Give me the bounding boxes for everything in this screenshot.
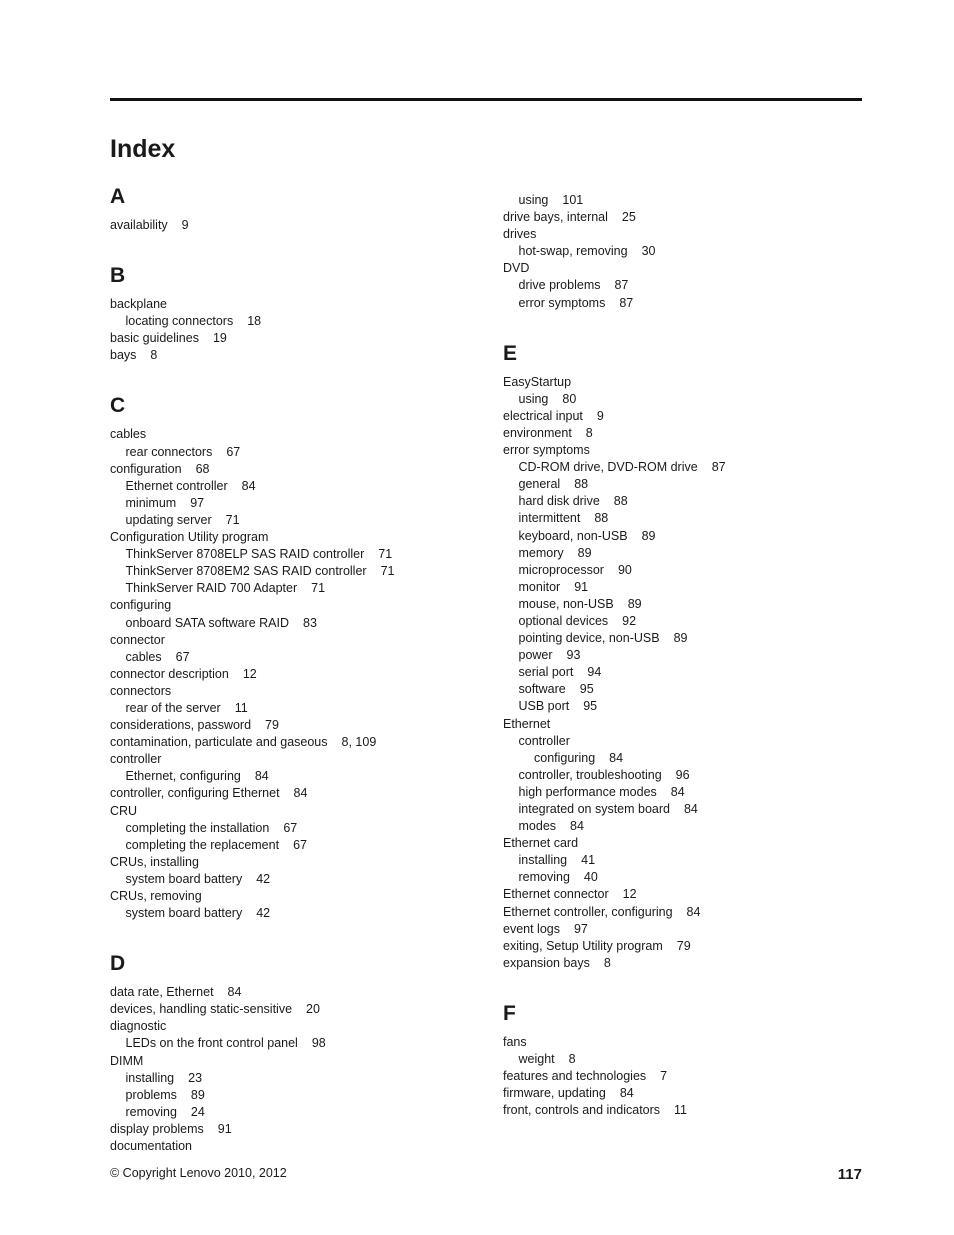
index-column-right — [503, 192, 863, 1146]
entry-term: features and technologies — [503, 1069, 647, 1084]
entry-term: Configuration Utility program — [110, 530, 269, 545]
entry-page-ref: 9 — [181, 218, 189, 232]
index-subentry — [503, 493, 863, 510]
entry-term: DVD — [503, 261, 530, 276]
entry-page-ref: 87 — [614, 278, 629, 293]
index-subentry — [503, 391, 863, 408]
entry-page-ref: 84 — [686, 904, 701, 919]
index-entry — [110, 330, 470, 347]
entry-page-ref: 95 — [579, 682, 594, 697]
entry-term: updating server — [125, 512, 212, 527]
entry-term: backplane — [110, 297, 167, 312]
entry-term: fans — [503, 1034, 527, 1049]
index-entry — [110, 854, 470, 871]
entry-term: onboard SATA software RAID — [125, 615, 290, 630]
entry-term: connector — [110, 632, 165, 647]
header-rule — [110, 98, 862, 101]
entry-page-ref: 71 — [378, 547, 393, 562]
index-entry — [110, 666, 470, 683]
entry-page-ref: 9 — [596, 408, 604, 423]
entry-term: keyboard, non-USB — [518, 528, 628, 543]
index-entry — [110, 597, 470, 614]
entry-term: Ethernet, configuring — [125, 769, 241, 784]
index-subentry — [503, 647, 863, 664]
entry-term: cables — [110, 427, 147, 442]
entry-term: controller — [518, 733, 570, 748]
section-letter: B — [110, 264, 126, 288]
entry-term: drive bays, internal — [503, 210, 608, 225]
entry-page-ref: 83 — [303, 615, 317, 630]
entry-term: system board battery — [125, 871, 243, 886]
entry-term: CRUs, removing — [110, 889, 202, 903]
entry-term: power — [518, 648, 553, 663]
entry-page-ref: 97 — [573, 921, 588, 936]
entry-page-ref: 89 — [673, 631, 688, 646]
index-subentry — [110, 649, 470, 666]
entry-term: monitor — [518, 579, 561, 594]
entry-page-ref: 84 — [619, 1086, 634, 1101]
entry-term: ThinkServer RAID 700 Adapter — [125, 581, 298, 596]
index-entry — [503, 938, 863, 955]
entry-term: bays — [110, 348, 137, 363]
section-letter: F — [503, 1001, 516, 1025]
entry-page-ref: 101 — [562, 193, 584, 207]
index-subentry — [110, 615, 470, 632]
index-entry — [110, 1018, 470, 1035]
index-subentry — [110, 768, 470, 785]
entry-page-ref: 18 — [247, 314, 262, 329]
index-section — [503, 339, 863, 972]
section-letter: A — [110, 185, 126, 208]
entry-term: hot-swap, removing — [518, 244, 628, 259]
index-entry — [503, 716, 863, 733]
index-subentry — [110, 444, 470, 461]
entry-page-ref: 89 — [627, 596, 642, 611]
entry-term: minimum — [125, 495, 177, 510]
section-letter: E — [503, 341, 518, 365]
index-entry — [110, 984, 470, 1001]
entry-term: error symptoms — [518, 295, 606, 310]
index-subentry — [503, 295, 863, 312]
entry-page-ref: 12 — [242, 666, 257, 681]
entry-page-ref: 95 — [583, 699, 598, 714]
index-subentry — [503, 277, 863, 294]
entry-page-ref: 67 — [226, 444, 241, 459]
index-subentry — [110, 563, 470, 580]
index-subentry — [503, 784, 863, 801]
page-title: Index — [110, 135, 176, 163]
entry-page-ref: 84 — [293, 786, 308, 801]
entry-term: considerations, password — [110, 718, 252, 733]
index-subentry — [503, 801, 863, 818]
entry-term: ThinkServer 8708EM2 SAS RAID controller — [125, 564, 367, 579]
index-subentry — [110, 478, 470, 495]
entry-term: CRU — [110, 803, 138, 818]
entry-page-ref: 97 — [190, 495, 205, 510]
entry-term: hard disk drive — [518, 494, 600, 509]
entry-page-ref: 84 — [609, 750, 624, 765]
entry-term: removing — [518, 870, 570, 885]
entry-term: rear of the server — [125, 700, 221, 715]
index-subentry — [110, 495, 470, 512]
entry-term: problems — [125, 1087, 177, 1102]
index-subentry — [503, 579, 863, 596]
index-subentry — [503, 459, 863, 476]
entry-page-ref: 7 — [660, 1069, 668, 1084]
entry-term: contamination, particulate and gaseous — [110, 735, 328, 750]
index-entry — [503, 921, 863, 938]
index-entry — [503, 425, 863, 442]
entry-page-ref: 68 — [195, 461, 210, 476]
entry-page-ref: 88 — [594, 511, 609, 526]
entry-term: connector description — [110, 666, 229, 681]
entry-term: Ethernet connector — [503, 887, 609, 902]
entry-term: integrated on system board — [518, 802, 670, 816]
entry-term: USB port — [518, 699, 570, 714]
entry-term: configuration — [110, 461, 182, 476]
entry-term: DIMM — [110, 1053, 144, 1068]
entry-page-ref: 94 — [587, 665, 602, 680]
index-entry — [503, 1102, 863, 1119]
index-entry — [110, 888, 470, 905]
index-subentry — [503, 664, 863, 681]
entry-page-ref: 96 — [675, 767, 690, 782]
entry-page-ref: 79 — [676, 938, 691, 953]
entry-page-ref: 90 — [617, 562, 632, 577]
index-entry — [503, 904, 863, 921]
section-letter: D — [110, 952, 126, 976]
entry-term: configuring — [534, 750, 596, 765]
entry-page-ref: 25 — [621, 210, 636, 225]
index-entry — [110, 1121, 470, 1138]
index-subentry — [503, 750, 863, 767]
entry-term: mouse, non-USB — [518, 596, 614, 611]
entry-term: error symptoms — [503, 443, 590, 458]
entry-term: general — [518, 477, 561, 492]
index-column-left — [110, 182, 470, 1182]
page-number: 117 — [837, 1166, 862, 1183]
entry-term: completing the replacement — [125, 837, 280, 852]
index-subentry — [503, 767, 863, 784]
entry-page-ref: 84 — [570, 819, 584, 834]
index-subentry — [110, 1087, 470, 1104]
index-entry — [503, 260, 863, 277]
entry-page-ref: 91 — [574, 579, 589, 594]
entry-term: installing — [125, 1070, 175, 1085]
index-entry — [503, 1085, 863, 1102]
entry-term: high performance modes — [518, 784, 657, 799]
index-entry — [503, 1034, 863, 1051]
index-entry — [110, 683, 470, 700]
index-entry — [110, 803, 470, 820]
entry-page-ref: 84 — [254, 769, 269, 784]
entry-term: locating connectors — [125, 314, 234, 329]
index-entry — [503, 955, 863, 972]
entry-page-ref: 91 — [217, 1121, 232, 1136]
entry-page-ref: 67 — [283, 820, 298, 835]
entry-term: electrical input — [503, 408, 583, 423]
index-subentry — [110, 905, 470, 922]
index-section — [503, 999, 863, 1119]
index-subentry — [503, 243, 863, 260]
entry-page-ref: 71 — [380, 564, 395, 579]
index-subentry — [503, 869, 863, 886]
index-entry — [110, 1138, 470, 1155]
entry-term: modes — [518, 819, 557, 834]
entry-term: expansion bays — [503, 955, 590, 970]
index-subentry — [503, 510, 863, 527]
index-subentry — [503, 852, 863, 869]
entry-page-ref: 20 — [306, 1002, 320, 1017]
entry-term: Ethernet controller, configuring — [503, 904, 673, 919]
index-entry — [110, 632, 470, 649]
entry-page-ref: 89 — [190, 1087, 205, 1102]
entry-term: drive problems — [518, 278, 601, 293]
entry-page-ref: 88 — [574, 477, 589, 492]
entry-term: weight — [518, 1052, 555, 1067]
index-section — [110, 182, 470, 234]
entry-term: completing the installation — [125, 820, 270, 835]
entry-term: environment — [503, 425, 572, 440]
index-entry — [503, 226, 863, 243]
entry-page-ref: 40 — [583, 870, 598, 885]
index-entry — [503, 374, 863, 391]
entry-page-ref: 8 — [585, 425, 593, 440]
index-subentry — [503, 698, 863, 715]
entry-page-ref: 8 — [568, 1052, 576, 1067]
index-entry — [110, 1001, 470, 1018]
entry-term: CD-ROM drive, DVD-ROM drive — [518, 460, 698, 475]
index-entry — [110, 296, 470, 313]
entry-term: drives — [503, 227, 537, 242]
entry-term: cables — [125, 649, 162, 664]
index-subentry — [110, 1104, 470, 1121]
entry-term: removing — [125, 1104, 177, 1119]
entry-term: CRUs, installing — [110, 854, 199, 869]
index-subentry — [110, 512, 470, 529]
entry-term: display problems — [110, 1121, 204, 1136]
index-subentry — [503, 818, 863, 835]
index-entry — [110, 751, 470, 768]
entry-page-ref: 79 — [265, 718, 279, 733]
index-subentry — [503, 613, 863, 630]
entry-page-ref: 8 — [603, 955, 611, 970]
entry-term: intermittent — [518, 511, 581, 526]
entry-page-ref: 42 — [256, 871, 271, 886]
index-entry — [503, 209, 863, 226]
index-entry — [503, 1068, 863, 1085]
index-entry — [110, 734, 470, 751]
index-subentry — [503, 528, 863, 545]
entry-page-ref: 84 — [241, 478, 256, 493]
entry-page-ref: 42 — [256, 906, 271, 921]
index-subentry — [503, 681, 863, 698]
index-subentry — [503, 562, 863, 579]
entry-page-ref: 88 — [613, 494, 628, 509]
index-subentry — [503, 596, 863, 613]
copyright-notice: © Copyright Lenovo 2010, 2012 — [110, 1166, 287, 1180]
index-subentry — [503, 192, 863, 209]
index-section — [110, 391, 470, 922]
index-entry — [503, 442, 863, 459]
entry-page-ref: 71 — [311, 581, 326, 596]
entry-page-ref: 84 — [683, 802, 698, 816]
entry-term: Ethernet controller — [125, 478, 228, 493]
entry-term: rear connectors — [125, 444, 213, 459]
entry-term: event logs — [503, 921, 560, 936]
entry-page-ref: 89 — [577, 545, 592, 560]
index-subentry — [110, 580, 470, 597]
entry-term: EasyStartup — [503, 374, 572, 389]
entry-term: documentation — [110, 1139, 193, 1154]
entry-term: diagnostic — [110, 1019, 167, 1034]
index-subentry — [110, 820, 470, 837]
index-entry — [110, 426, 470, 443]
entry-page-ref: 93 — [566, 648, 581, 663]
entry-term: memory — [518, 545, 564, 560]
entry-page-ref: 67 — [175, 649, 190, 664]
section-letter: C — [110, 394, 126, 418]
entry-page-ref: 24 — [190, 1104, 205, 1119]
index-entry — [110, 217, 470, 234]
entry-page-ref: 12 — [622, 887, 637, 902]
index-entry — [110, 529, 470, 546]
entry-page-ref: 11 — [674, 1103, 688, 1118]
entry-term: connectors — [110, 683, 172, 698]
entry-term: using — [518, 193, 549, 207]
entry-page-ref: 71 — [225, 512, 240, 527]
index-entry — [503, 408, 863, 425]
index-subentry — [110, 700, 470, 717]
entry-term: using — [518, 391, 549, 406]
entry-page-ref: 87 — [711, 460, 726, 475]
index-subentry — [110, 871, 470, 888]
entry-page-ref: 84 — [670, 784, 685, 799]
index-subentry — [503, 476, 863, 493]
index-subentry — [110, 546, 470, 563]
index-section — [503, 192, 863, 312]
entry-page-ref: 89 — [641, 528, 656, 543]
entry-term: configuring — [110, 598, 172, 613]
entry-page-ref: 87 — [619, 295, 634, 310]
index-subentry — [110, 1035, 470, 1052]
entry-term: front, controls and indicators — [503, 1103, 661, 1118]
entry-term: LEDs on the front control panel — [125, 1036, 298, 1051]
entry-term: firmware, updating — [503, 1086, 606, 1101]
entry-term: Ethernet — [503, 716, 551, 731]
index-entry — [110, 717, 470, 734]
entry-term: serial port — [518, 665, 574, 680]
index-subentry — [503, 733, 863, 750]
index-subentry — [110, 1070, 470, 1087]
entry-page-ref: 11 — [234, 700, 248, 715]
entry-page-ref: 98 — [311, 1036, 326, 1051]
index-subentry — [503, 545, 863, 562]
entry-page-ref: 92 — [622, 613, 637, 628]
entry-term: optional devices — [518, 613, 609, 628]
entry-term: controller, troubleshooting — [518, 767, 662, 782]
index-entry — [110, 785, 470, 802]
entry-page-ref: 8, 109 — [341, 735, 377, 750]
index-entry — [110, 461, 470, 478]
index-entry — [503, 886, 863, 903]
entry-page-ref: 67 — [293, 837, 307, 852]
entry-term: software — [518, 682, 566, 697]
entry-term: ThinkServer 8708ELP SAS RAID controller — [125, 547, 365, 562]
entry-page-ref: 23 — [188, 1070, 203, 1085]
entry-term: pointing device, non-USB — [518, 631, 660, 646]
index-entry — [110, 347, 470, 364]
entry-term: devices, handling static-sensitive — [110, 1002, 293, 1017]
entry-page-ref: 80 — [562, 391, 577, 406]
entry-term: data rate, Ethernet — [110, 985, 214, 1000]
entry-page-ref: 8 — [150, 348, 158, 363]
entry-term: microprocessor — [518, 562, 604, 577]
index-subentry — [110, 313, 470, 330]
index-subentry — [110, 837, 470, 854]
entry-term: controller — [110, 752, 162, 767]
index-section — [110, 261, 470, 364]
entry-page-ref: 19 — [212, 331, 227, 346]
index-entry — [110, 1053, 470, 1070]
entry-page-ref: 30 — [641, 244, 656, 259]
index-entry — [503, 835, 863, 852]
entry-term: Ethernet card — [503, 836, 579, 851]
entry-term: basic guidelines — [110, 331, 199, 346]
entry-term: exiting, Setup Utility program — [503, 938, 663, 953]
entry-term: controller, configuring Ethernet — [110, 786, 280, 801]
index-section — [110, 949, 470, 1155]
index-subentry — [503, 1051, 863, 1068]
entry-term: availability — [110, 218, 168, 232]
index-subentry — [503, 630, 863, 647]
entry-term: installing — [518, 853, 568, 868]
entry-page-ref: 84 — [227, 985, 242, 1000]
entry-term: system board battery — [125, 906, 243, 921]
entry-page-ref: 41 — [581, 853, 596, 868]
